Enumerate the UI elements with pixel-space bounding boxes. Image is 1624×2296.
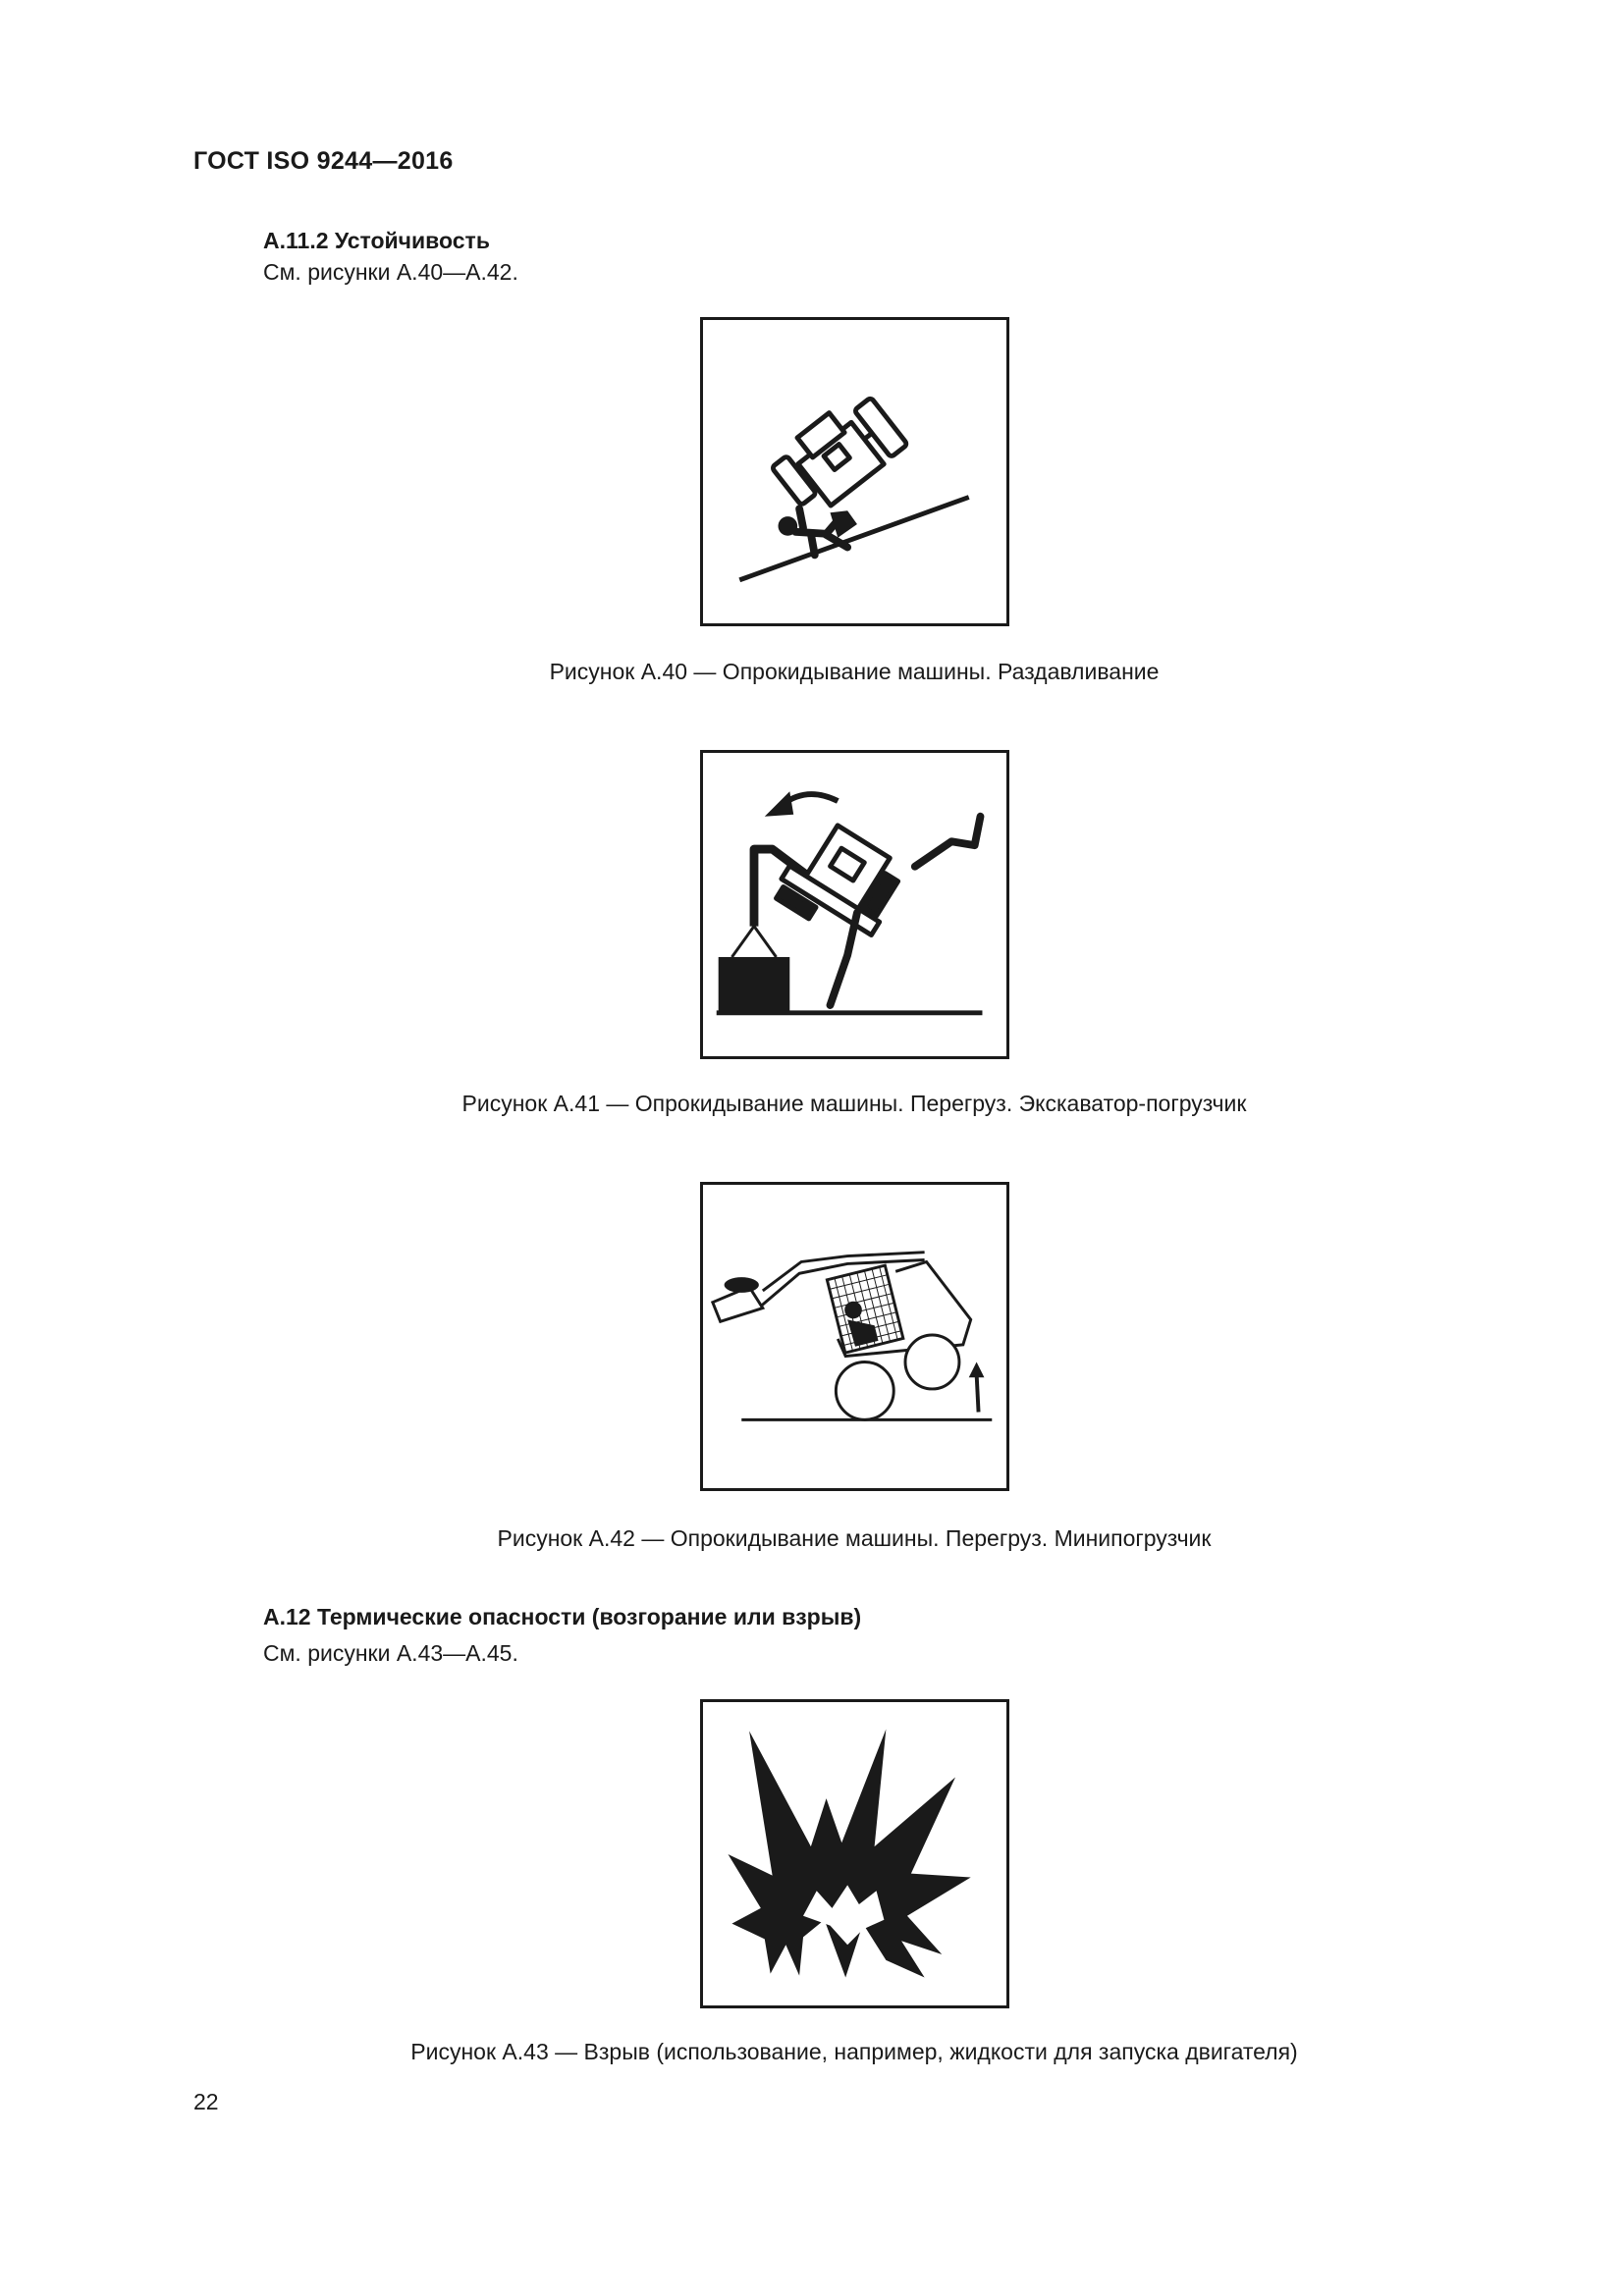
figure-a40-caption: Рисунок А.40 — Опрокидывание машины. Раздавливание [549,659,1160,684]
backhoe-overload-tipping-icon [703,753,1006,1056]
section-reference-thermal: См. рисунки А.43—А.45. [263,1640,518,1666]
figure-a43-caption: Рисунок А.43 — Взрыв (использование, например, жидкости для запуска двигателя) [410,2039,1298,2064]
page-number: 22 [193,2089,219,2114]
figure-a41-caption: Рисунок А.41 — Опрокидывание машины. Перегруз. Экскаватор-погрузчик [461,1091,1247,1116]
figure-a41 [700,750,1009,1059]
figure-a42-caption: Рисунок А.42 — Опрокидывание машины. Перегруз. Минипогрузчик [497,1525,1212,1551]
figure-a43 [700,1699,1009,2008]
document-code: ГОСТ ISO 9244—2016 [193,147,454,175]
section-heading-stability: А.11.2 Устойчивость [263,228,490,253]
figure-a42 [700,1182,1009,1491]
skid-steer-overload-tipping-icon [703,1185,1006,1488]
figure-a40 [700,317,1009,626]
explosion-icon [703,1702,1006,2005]
section-heading-thermal: А.12 Термические опасности (возгорание или взрыв) [263,1604,862,1629]
section-reference-stability: См. рисунки А.40—А.42. [263,259,518,285]
machine-overturn-crush-icon [703,320,1006,623]
